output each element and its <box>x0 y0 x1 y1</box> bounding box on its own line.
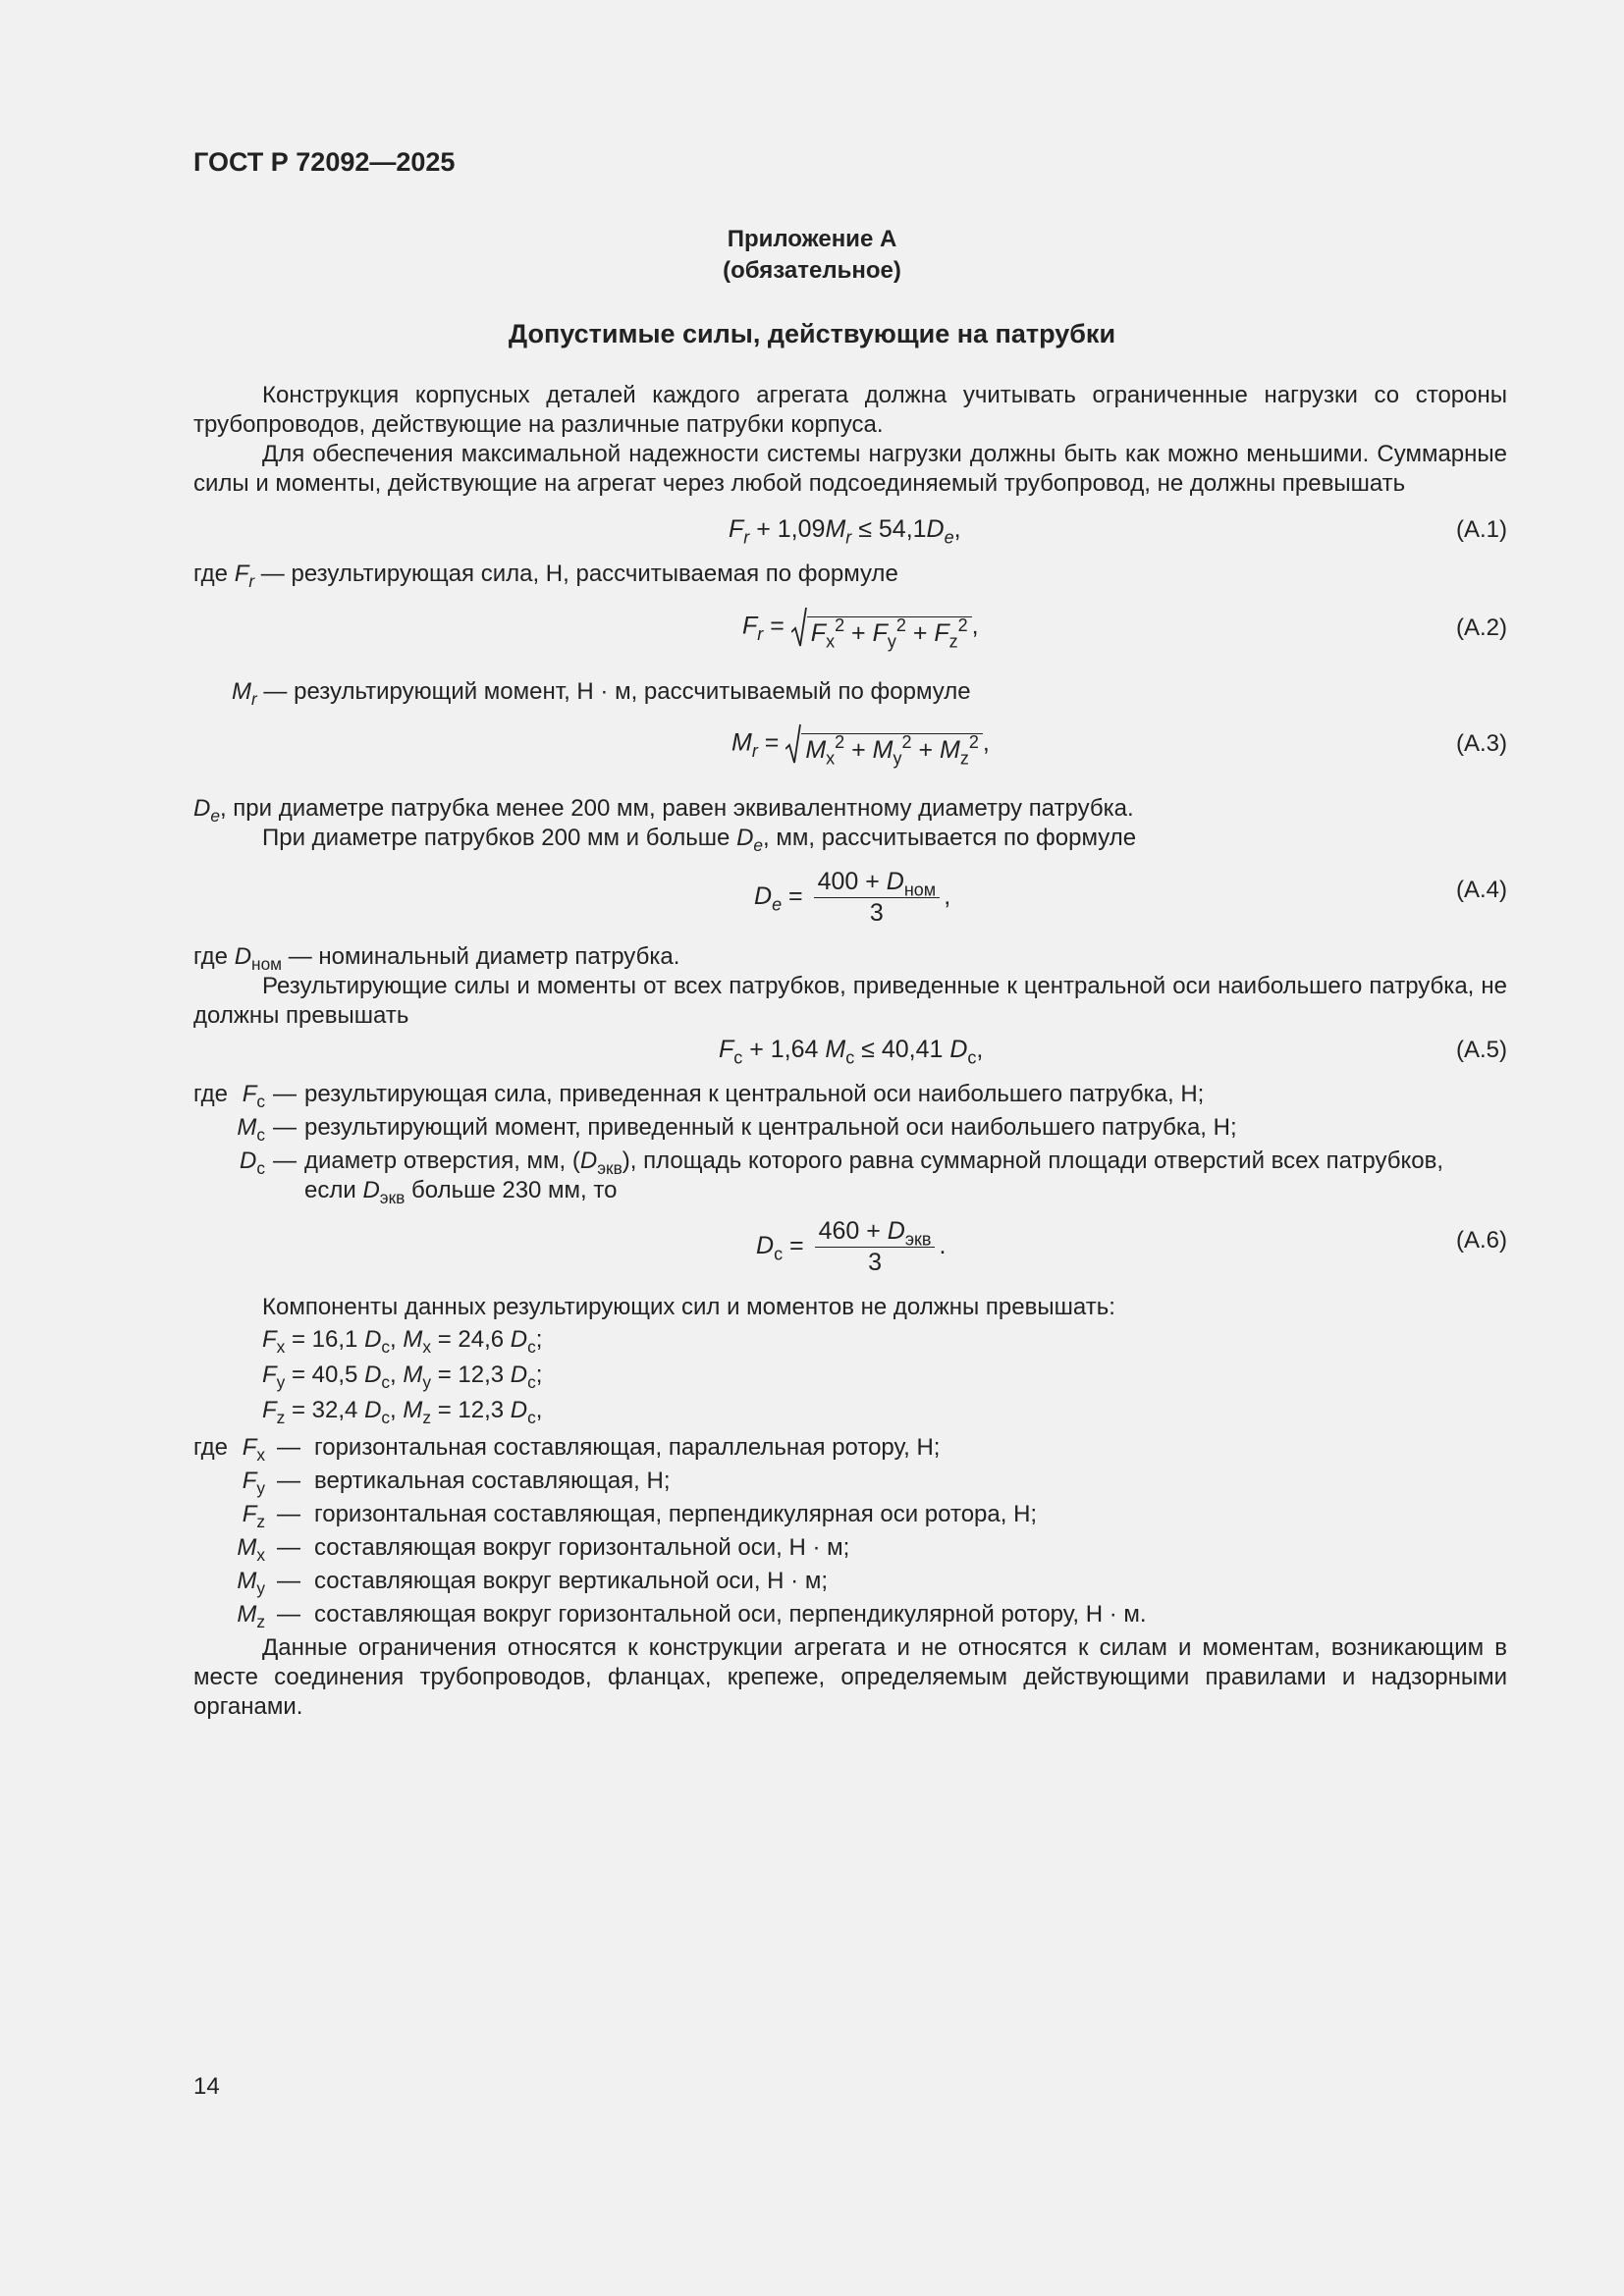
formula-a1-number: (А.1) <box>1455 516 1507 543</box>
paragraph-reliability: Для обеспечения максимальной надежности системы нагрузки должны быть как можно меньшими. Суммарные силы и моменты, действующие на агрегат через любой подсоединяемый трубопровод, не должны превышать <box>193 441 1507 497</box>
limit-my: = 12,3 <box>437 1362 505 1388</box>
where-fr-text: результирующая сила, Н, рассчитываемая по формуле <box>291 561 898 587</box>
sqrt: $M_x^2 + M_y^2 + M_z^2$ <box>785 723 983 765</box>
paragraph-resultant: Результирующие силы и моменты от всех патрубков, приведенные к центральной оси наибольшего патрубка, не должны превышать <box>193 973 1507 1029</box>
formula-a4-den: 3 <box>869 899 884 927</box>
definition-dc-text-a: диаметр отверстия, мм, ( <box>304 1148 580 1174</box>
formula-a2-number: (А.2) <box>1455 614 1507 641</box>
dash: — <box>273 1148 297 1174</box>
where-word: где <box>193 561 229 587</box>
limit-mz: = 12,3 <box>437 1397 505 1423</box>
component-def-text: горизонтальная составляющая, параллельная ротору, Н; <box>314 1434 941 1461</box>
de-calc-text-a: При диаметре патрубков 200 мм и больше <box>262 825 731 851</box>
definition-dc-text-c1: если <box>304 1177 356 1203</box>
de-text: , при диаметре патрубка менее 200 мм, равен эквивалентному диаметру патрубка. <box>219 795 1134 822</box>
dash: — <box>277 1501 300 1527</box>
limit-line-y: $F_y = 40,5$ $D_c$, $M_y = 12,3$ $D_c$; <box>262 1362 543 1393</box>
formula-a4-num: 400 + <box>817 868 880 895</box>
de-line: $D_e$, при диаметре патрубка менее 200 мм, равен эквивалентному диаметру патрубка. <box>193 795 1134 827</box>
formula-a5: $F_c + 1,64$ $M_c \le 40,41$ $D_c$, <box>719 1036 984 1068</box>
formula-a3: $M_r$ = $M_x^2 + M_y^2 + M_z^2$ , <box>731 723 990 765</box>
where-fr-line: где $F_r$ — результирующая сила, Н, рассчитываемая по формуле <box>193 561 898 592</box>
paragraph-final: Данные ограничения относятся к конструкции агрегата и не относятся к силам и моментам, возникающим в месте соединения трубопроводов, фланцах, крепеже, определяемым действующими правилами и надзорными органами. <box>193 1634 1507 1720</box>
definition-fc-text: результирующая сила, приведенная к центральной оси наибольшего патрубка, Н; <box>304 1081 1205 1107</box>
definition-dc-cont: если $D_{экв}$ больше 230 мм, то <box>304 1177 618 1208</box>
dash: — <box>288 943 312 970</box>
component-def-text: горизонтальная составляющая, перпендикулярная оси ротора, Н; <box>314 1501 1038 1527</box>
appendix-title: Приложение А <box>727 226 897 252</box>
formula-a5-mid: + 1,64 <box>749 1036 819 1063</box>
page-number: 14 <box>193 2073 220 2100</box>
dash: — <box>260 561 285 587</box>
components-intro: Компоненты данных результирующих сил и моментов не должны превышать: <box>262 1294 1115 1320</box>
radical-sign <box>785 723 801 765</box>
fraction: $\frac{460 + D_{экв}}{3}$ <box>815 1217 936 1277</box>
dash: — <box>277 1534 300 1561</box>
limit-line-z: $F_z = 32,4$ $D_c$, $M_z = 12,3$ $D_c$, <box>262 1397 543 1428</box>
de-calc-line: При диаметре патрубков 200 мм и больше $D_e$, мм, рассчитывается по формуле <box>262 825 1137 856</box>
where-dnom-text: номинальный диаметр патрубка. <box>318 943 680 970</box>
limit-fy: = 40,5 <box>291 1362 358 1388</box>
formula-a6-den: 3 <box>868 1249 882 1276</box>
formula-a5-rhs: ≤ 40,41 <box>861 1036 944 1063</box>
limit-mx: = 24,6 <box>437 1326 505 1353</box>
document-page: ГОСТ Р 72092—2025 Приложение А (обязательное) Допустимые силы, действующие на патрубки Конструкция корпусных деталей каждого агрегата должна учитывать ограниченные нагрузки со стороны трубопроводов, действующие на различные патрубки корпуса. Для обеспечения максимальной надежности системы нагрузки должны быть как можно меньшими. Суммарные силы и моменты, действующие на агрегат через любой подсоединяемый трубопровод, не должны превышать $F_r + 1,09M_r \le 54,1D_e$, (А.1) где $F_r$ — результирующая сила, Н, рассчитываемая по формуле $F_r$ = $F_x^2 + F_y^2 + F_z^2$ , (А.2) $M_r$ — результирующий момент, Н · м, рассчитываемый по формуле $M_r$ = $M_x^2 + M_y^2 + M_z^2$ , (А.3) $D_e$, при диаметре патрубка менее 200 мм, равен эквивалентному диаметру патрубка. При диаметре патрубков 200 мм и больше $D_e$, мм, рассчитывается по формуле $D_e$ = $\frac{400 + D_{ном}}{3}$ , (А.4) где $D_{ном}$ — номинальный диаметр патрубка. Результирующие силы и моменты от всех патрубков, приведенные к центральной оси наибольшего патрубка, не должны превышать $F_c + 1,64$ $M_c \le 40,41$ $D_c$, (А.5) где $F_c$ — результирующая сила, приведенная к центральной оси наибольшего патрубка, Н; $M_c$ — результирующий момент, приведенный к центральной оси наибольшего патрубка, Н; $D_c$ — диаметр отверстия, мм, $(D_{экв})$, площадь которого равна суммарной площади отверстий всех патрубков, если $D_{экв}$ больше 230 мм, то $D_c$ = $\frac{460 + D_{экв}}{3}$ . (А.6) Компоненты данных результирующих сил и моментов не должны превышать: $F_x = 16,1$ $D_c$, $M_x = 24,6$ $D_c$; $F_y = 40,5$ $D_c$, $M_y = 12,3$ $D_c$; $F_z = 32,4$ $D_c$, $M_z = 12,3$ $D_c$, где $F_x$ — горизонтальная составляющая, параллельная ротору, Н; $F_y$ — вертикальная составляющая, Н; $F_z$ — горизонтальная составляющая, перпендикулярная оси ротора, Н; $M_x$ — составляющая вокруг горизонтальной оси, Н · м; $M_y$ — составляющая вокруг вертикальной оси, Н · м; $M_z$ — составляющая вокруг горизонтальной оси, перпендикулярной ротору, Н · м. Данные ограничения относятся к конструкции агрегата и не относятся к силам и моментам, возникающим в месте соединения трубопроводов, фланцах, крепеже, определяемым действующими правилами и надзорными органами. 14 <box>0 0 1624 2296</box>
definition-mc-text: результирующий момент, приведенный к центральной оси наибольшего патрубка, Н; <box>304 1114 1237 1141</box>
where-mr-text: результирующий момент, Н · м, рассчитываемый по формуле <box>294 678 971 705</box>
component-def-text: составляющая вокруг горизонтальной оси, Н · м; <box>314 1534 850 1561</box>
formula-a5-number: (А.5) <box>1455 1037 1507 1063</box>
dash: — <box>277 1601 300 1628</box>
definition-dc-text-b: ), площадь которого равна суммарной площади отверстий всех патрубков, <box>622 1148 1444 1174</box>
formula-a6-num: 460 + <box>818 1217 881 1245</box>
where-word: где <box>193 943 229 970</box>
appendix-status: (обязательное) <box>723 257 901 284</box>
formula-a2: $F_r$ = $F_x^2 + F_y^2 + F_z^2$ , <box>742 607 979 648</box>
formula-a1-tail: , <box>953 515 961 543</box>
formula-a4: $D_e$ = $\frac{400 + D_{ном}}{3}$ , <box>754 868 951 927</box>
paragraph-construction: Конструкция корпусных деталей каждого агрегата должна учитывать ограниченные нагрузки со стороны трубопроводов, действующие на различные патрубки корпуса. <box>193 382 1507 438</box>
component-def-text: составляющая вокруг горизонтальной оси, перпендикулярной ротору, Н · м. <box>314 1601 1147 1628</box>
limit-fx: = 16,1 <box>291 1326 358 1353</box>
where-word: где <box>193 1434 229 1461</box>
where-word: где <box>193 1081 229 1107</box>
formula-a6-number: (А.6) <box>1455 1227 1507 1254</box>
dash: — <box>273 1114 297 1141</box>
section-title: Допустимые силы, действующие на патрубки <box>508 319 1116 348</box>
dash: — <box>277 1468 300 1494</box>
document-code: ГОСТ Р 72092—2025 <box>193 147 456 177</box>
de-calc-text-b: , мм, рассчитывается по формуле <box>763 825 1137 851</box>
component-def-text: составляющая вокруг вертикальной оси, Н · м; <box>314 1568 828 1594</box>
formula-a6: $D_c$ = $\frac{460 + D_{экв}}{3}$ . <box>756 1217 947 1276</box>
definition-dc-text-c2: больше 230 мм, то <box>411 1177 618 1203</box>
limit-line-x: $F_x = 16,1$ $D_c$, $M_x = 24,6$ $D_c$; <box>262 1326 543 1358</box>
fraction: $\frac{400 + D_{ном}}{3}$ <box>814 868 941 928</box>
sqrt: $F_x^2 + F_y^2 + F_z^2$ <box>791 607 972 648</box>
formula-a1-lhs: + 1,09 <box>756 515 826 543</box>
component-def-text: вертикальная составляющая, Н; <box>314 1468 671 1494</box>
dash: — <box>277 1568 300 1594</box>
limit-fz: = 32,4 <box>291 1397 358 1423</box>
formula-a1: $F_r + 1,09M_r \le 54,1D_e$, <box>729 515 961 548</box>
formula-a4-number: (А.4) <box>1455 877 1507 903</box>
where-mr-line: $M_r$ — результирующий момент, Н · м, рассчитываемый по формуле <box>232 678 971 710</box>
formula-a1-rhs: ≤ 54,1 <box>858 515 927 543</box>
where-dnom-line: где $D_{ном}$ — номинальный диаметр патрубка. <box>193 943 680 975</box>
dash: — <box>273 1081 297 1107</box>
formula-a3-number: (А.3) <box>1455 730 1507 757</box>
dash: — <box>263 678 288 705</box>
dash: — <box>277 1434 300 1461</box>
radical-sign <box>791 607 807 648</box>
